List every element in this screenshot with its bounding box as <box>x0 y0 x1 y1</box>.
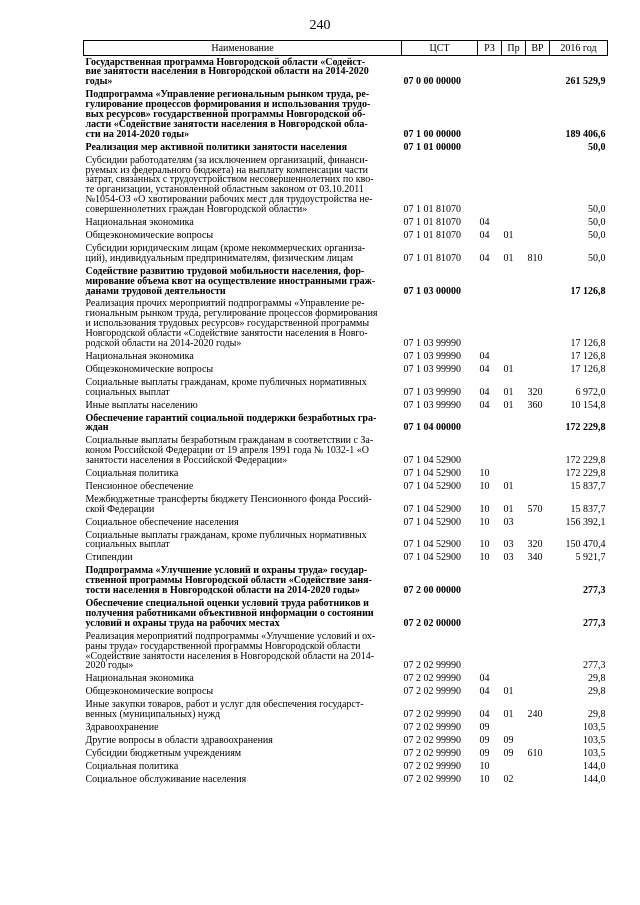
row-amount: 103,5 <box>583 721 606 733</box>
row-cst: 07 1 03 00000 <box>403 285 461 297</box>
table-row <box>84 265 608 298</box>
row-rz <box>478 412 502 435</box>
row-name: Здравоохранение <box>85 721 159 733</box>
row-rz <box>478 630 502 673</box>
row-vr: 570 <box>527 503 543 515</box>
row-rz: 10 <box>479 480 490 492</box>
table-row <box>84 376 608 399</box>
table-body <box>84 56 608 787</box>
row-rz <box>478 598 502 631</box>
row-rz: 04 <box>479 386 490 398</box>
row-vr <box>526 412 550 435</box>
row-cst: 07 2 02 99990 <box>403 760 461 772</box>
row-pr: 01 <box>503 686 514 698</box>
row-name: Иные выплаты населению <box>85 399 198 411</box>
row-cst: 07 2 02 99990 <box>403 734 461 746</box>
row-amount: 103,5 <box>583 747 606 759</box>
row-vr <box>526 480 550 493</box>
row-name: Содействие развитию трудовой мобильности населения, фор- мирование объема квот на осуществление иностранными граж- данами трудовой деятельности <box>85 265 376 297</box>
row-vr <box>526 516 550 529</box>
table-row <box>84 242 608 265</box>
table-row <box>84 686 608 699</box>
table-row <box>84 721 608 734</box>
row-cst: 07 1 03 99990 <box>403 350 461 362</box>
row-cst: 07 0 00 00000 <box>403 76 461 88</box>
row-rz: 04 <box>479 686 490 698</box>
table-row <box>84 350 608 363</box>
row-rz <box>478 141 502 154</box>
row-pr: 02 <box>503 773 514 785</box>
row-amount: 17 126,8 <box>570 285 606 297</box>
row-vr <box>526 230 550 243</box>
row-rz: 10 <box>479 468 490 480</box>
row-pr: 01 <box>503 399 514 411</box>
row-vr: 340 <box>527 552 543 564</box>
row-name: Межбюджетные трансферты бюджету Пенсионного фонда Россий- ской Федерации <box>85 493 372 515</box>
row-amount: 172 229,8 <box>565 455 606 467</box>
table-row <box>84 89 608 142</box>
row-name: Пенсионное обеспечение <box>85 480 194 492</box>
row-pr <box>502 141 526 154</box>
table-row <box>84 154 608 216</box>
row-vr <box>526 673 550 686</box>
table-row <box>84 493 608 516</box>
table-row <box>84 516 608 529</box>
table-row <box>84 565 608 598</box>
table-row <box>84 552 608 565</box>
row-rz: 04 <box>479 217 490 229</box>
row-vr <box>526 56 550 89</box>
row-pr <box>502 435 526 468</box>
row-name: Субсидии юридическим лицам (кроме некоммерческих организа- ций), индивидуальным предпринимателям, физическим лицам <box>85 242 366 264</box>
row-cst: 07 1 04 52900 <box>403 503 461 515</box>
row-amount: 17 126,8 <box>570 350 606 362</box>
row-cst: 07 2 02 00000 <box>403 617 461 629</box>
row-cst: 07 1 04 00000 <box>403 422 461 434</box>
row-rz <box>478 56 502 89</box>
table-row <box>84 734 608 747</box>
row-pr <box>502 350 526 363</box>
row-cst: 07 2 02 99990 <box>403 686 461 698</box>
row-vr: 360 <box>527 399 543 411</box>
table-row <box>84 480 608 493</box>
row-amount: 10 154,8 <box>570 399 606 411</box>
row-vr <box>526 630 550 673</box>
row-name: Социальная политика <box>85 760 179 772</box>
row-cst: 07 2 02 99990 <box>403 773 461 785</box>
row-pr: 01 <box>503 480 514 492</box>
row-vr <box>526 734 550 747</box>
table-row <box>84 217 608 230</box>
row-amount: 172 229,8 <box>565 422 606 434</box>
row-name: Социальные выплаты гражданам, кроме публичных нормативных социальных выплат <box>85 376 367 398</box>
row-vr: 240 <box>527 709 543 721</box>
row-pr: 01 <box>503 363 514 375</box>
row-name: Обеспечение специальной оценки условий труда работников и получения работниками объективной информации о состоянии условий и охраны труда на рабочих местах <box>85 598 374 629</box>
row-amount: 277,3 <box>583 660 606 672</box>
row-pr <box>502 89 526 142</box>
row-name: Иные закупки товаров, работ и услуг для обеспечения государст- венных (муниципальных) нужд <box>85 699 364 721</box>
row-pr: 09 <box>503 747 514 759</box>
row-cst: 07 1 01 81070 <box>403 252 461 264</box>
header-name: Наименование <box>84 41 402 56</box>
row-cst: 07 2 02 99990 <box>403 709 461 721</box>
row-amount: 156 392,1 <box>565 516 606 528</box>
row-rz <box>478 89 502 142</box>
row-amount: 50,0 <box>588 230 606 241</box>
row-cst: 07 1 01 81070 <box>403 217 461 229</box>
row-amount: 277,3 <box>583 617 606 629</box>
row-pr: 01 <box>503 230 514 241</box>
row-pr <box>502 673 526 686</box>
row-cst: 07 1 01 00000 <box>403 141 461 153</box>
row-rz <box>478 565 502 598</box>
row-amount: 172 229,8 <box>565 468 606 480</box>
row-rz: 04 <box>479 230 490 241</box>
table-row <box>84 399 608 412</box>
row-vr <box>526 363 550 376</box>
row-rz: 09 <box>479 747 490 759</box>
row-amount: 50,0 <box>588 217 606 229</box>
row-rz: 10 <box>479 516 490 528</box>
row-vr: 320 <box>527 539 543 551</box>
row-name: Подпрограмма «Улучшение условий и охраны труда» государ- ственной программы Новгородской области «Содействие заня- тости населения в Новгородской области на 2014-2020 годы» <box>85 565 372 597</box>
row-rz: 10 <box>479 552 490 564</box>
row-name: Общеэкономические вопросы <box>85 230 214 241</box>
page-number: 240 <box>309 18 331 33</box>
row-amount: 17 126,8 <box>570 338 606 350</box>
row-pr <box>502 760 526 773</box>
row-vr <box>526 154 550 216</box>
row-cst: 07 1 03 99990 <box>403 363 461 375</box>
row-rz: 10 <box>479 503 490 515</box>
row-name: Национальная экономика <box>85 350 194 362</box>
table-row <box>84 56 608 89</box>
row-amount: 6 972,0 <box>575 386 606 398</box>
row-name: Общеэкономические вопросы <box>85 363 214 375</box>
row-rz <box>478 154 502 216</box>
row-name: Реализация прочих мероприятий подпрограммы «Управление ре- гиональным рынком труда, регулирование процессов формирования и использования трудовых ресурсов» государственной программы Новгородской области «Содействие занятости населения в Новго- родской области на 2014-2020 годы» <box>85 298 378 350</box>
row-pr <box>502 598 526 631</box>
row-pr: 01 <box>503 252 514 264</box>
row-cst: 07 1 01 81070 <box>403 204 461 216</box>
row-vr <box>526 435 550 468</box>
row-vr: 810 <box>527 252 543 264</box>
row-pr <box>502 630 526 673</box>
row-vr <box>526 773 550 786</box>
row-name: Национальная экономика <box>85 673 194 685</box>
row-name: Другие вопросы в области здравоохранения <box>85 734 273 746</box>
row-vr <box>526 141 550 154</box>
row-vr: 320 <box>527 386 543 398</box>
table-row <box>84 468 608 481</box>
row-pr: 01 <box>503 503 514 515</box>
row-cst: 07 1 04 52900 <box>403 516 461 528</box>
row-name: Субсидии бюджетным учреждениям <box>85 747 242 759</box>
row-cst: 07 1 03 99990 <box>403 399 461 411</box>
row-rz: 10 <box>479 760 490 772</box>
table-row <box>84 298 608 351</box>
header-pr: Пр <box>502 41 526 56</box>
row-cst: 07 1 00 00000 <box>403 128 461 140</box>
row-name: Государственная программа Новгородской области «Содейст- вие занятости населения в Новгородской области на 2014-2020 годы» <box>85 56 369 88</box>
row-name: Социальные выплаты гражданам, кроме публичных нормативных социальных выплат <box>85 529 367 551</box>
row-cst: 07 1 04 52900 <box>403 539 461 551</box>
row-amount: 189 406,6 <box>565 128 606 140</box>
row-vr <box>526 721 550 734</box>
row-pr <box>502 265 526 298</box>
table-row <box>84 435 608 468</box>
row-cst: 07 2 02 99990 <box>403 660 461 672</box>
row-vr <box>526 350 550 363</box>
row-name: Реализация мер активной политики занятости населения <box>85 141 348 153</box>
row-rz <box>478 435 502 468</box>
row-amount: 103,5 <box>583 734 606 746</box>
row-pr: 03 <box>503 516 514 528</box>
table-row <box>84 747 608 760</box>
row-amount: 15 837,7 <box>570 503 606 515</box>
row-vr <box>526 565 550 598</box>
row-cst: 07 2 02 99990 <box>403 747 461 759</box>
row-pr: 03 <box>503 552 514 564</box>
row-amount: 144,0 <box>583 773 606 785</box>
row-cst: 07 1 04 52900 <box>403 552 461 564</box>
row-name: Социальные выплаты безработным гражданам в соответствии с За- коном Российской Федерации от 19 апреля 1991 года № 1032-1 «О занятости населения в Российской Федерации» <box>85 435 374 467</box>
header-amount: 2016 год <box>550 41 608 56</box>
row-amount: 50,0 <box>588 141 606 153</box>
table-row <box>84 630 608 673</box>
table-row <box>84 773 608 786</box>
header-vr: ВР <box>526 41 550 56</box>
row-pr: 09 <box>503 734 514 746</box>
row-rz <box>478 298 502 351</box>
row-rz: 04 <box>479 363 490 375</box>
row-cst: 07 1 01 81070 <box>403 230 461 241</box>
row-name: Обеспечение гарантий социальной поддержки безработных гра- ждан <box>85 412 377 434</box>
row-pr: 03 <box>503 539 514 551</box>
row-vr <box>526 760 550 773</box>
row-vr <box>526 265 550 298</box>
header-cst: ЦСТ <box>402 41 478 56</box>
row-rz: 04 <box>479 350 490 362</box>
row-amount: 29,8 <box>588 686 606 698</box>
row-vr <box>526 89 550 142</box>
row-amount: 5 921,7 <box>575 552 606 564</box>
table-row <box>84 363 608 376</box>
row-cst: 07 2 00 00000 <box>403 585 461 597</box>
row-pr <box>502 217 526 230</box>
row-name: Стипендии <box>85 552 133 564</box>
row-pr <box>502 468 526 481</box>
table-row <box>84 760 608 773</box>
row-name: Общеэкономические вопросы <box>85 686 214 698</box>
row-cst: 07 1 03 99990 <box>403 386 461 398</box>
row-pr <box>502 298 526 351</box>
row-name: Субсидии работодателям (за исключением организаций, финанси- руемых из федерального бюджета) на выплату компенсации части затрат, связанных с трудоустройством несовершеннолетних по кво- те организации, установленной областным законом от 03.10.2011 №1054-ОЗ «О хвотировании рабочих мест для трудоустройства не- совершеннолетних граждан Новгородской области» <box>85 154 374 216</box>
row-pr: 01 <box>503 709 514 721</box>
row-cst: 07 2 02 99990 <box>403 721 461 733</box>
table-row <box>84 529 608 552</box>
row-vr <box>526 598 550 631</box>
row-name: Социальное обеспечение населения <box>85 516 239 528</box>
row-amount: 261 529,9 <box>565 76 606 88</box>
row-amount: 144,0 <box>583 760 606 772</box>
table-row <box>84 230 608 243</box>
row-vr <box>526 217 550 230</box>
row-cst: 07 1 03 99990 <box>403 338 461 350</box>
row-vr <box>526 468 550 481</box>
table-row <box>84 699 608 722</box>
row-name: Социальное обслуживание населения <box>85 773 247 785</box>
table-header-row <box>84 41 608 56</box>
row-amount: 29,8 <box>588 709 606 721</box>
row-amount: 50,0 <box>588 252 606 264</box>
row-cst: 07 2 02 99990 <box>403 673 461 685</box>
row-rz: 09 <box>479 734 490 746</box>
table-row <box>84 673 608 686</box>
row-pr <box>502 154 526 216</box>
row-pr: 01 <box>503 386 514 398</box>
row-amount: 50,0 <box>588 204 606 216</box>
row-amount: 17 126,8 <box>570 363 606 375</box>
row-amount: 277,3 <box>583 585 606 597</box>
row-pr <box>502 412 526 435</box>
row-cst: 07 1 04 52900 <box>403 455 461 467</box>
row-rz <box>478 265 502 298</box>
row-pr <box>502 56 526 89</box>
row-rz: 10 <box>479 539 490 551</box>
header-rz: РЗ <box>478 41 502 56</box>
row-rz: 09 <box>479 721 490 733</box>
row-name: Социальная политика <box>85 468 179 480</box>
row-rz: 04 <box>479 399 490 411</box>
row-name: Национальная экономика <box>85 217 194 229</box>
row-pr <box>502 565 526 598</box>
row-rz: 10 <box>479 773 490 785</box>
row-cst: 07 1 04 52900 <box>403 468 461 480</box>
row-name: Подпрограмма «Управление региональным рынком труда, ре- гулирование процессов формирования и использования трудо- вых ресурсов» государственной программы Новгородской об- ласти «Содействие занятости населения в Новгородской обла- сти на 2014-2020 годы» <box>85 89 371 140</box>
row-pr <box>502 721 526 734</box>
budget-table <box>83 40 608 786</box>
row-cst: 07 1 04 52900 <box>403 480 461 492</box>
row-vr <box>526 686 550 699</box>
table-row <box>84 412 608 435</box>
row-amount: 29,8 <box>588 673 606 685</box>
row-vr <box>526 298 550 351</box>
row-rz: 04 <box>479 673 490 685</box>
row-vr: 610 <box>527 747 543 759</box>
row-name: Реализация мероприятий подпрограммы «Улучшение условий и ох- раны труда» государственной программы Новгородской области «Содействие занятости населения в Новгородской области на 2014- 2020 годы» <box>85 630 376 672</box>
table-row <box>84 141 608 154</box>
row-rz: 04 <box>479 709 490 721</box>
table-row <box>84 598 608 631</box>
row-amount: 150 470,4 <box>565 539 606 551</box>
row-rz: 04 <box>479 252 490 264</box>
row-amount: 15 837,7 <box>570 480 606 492</box>
